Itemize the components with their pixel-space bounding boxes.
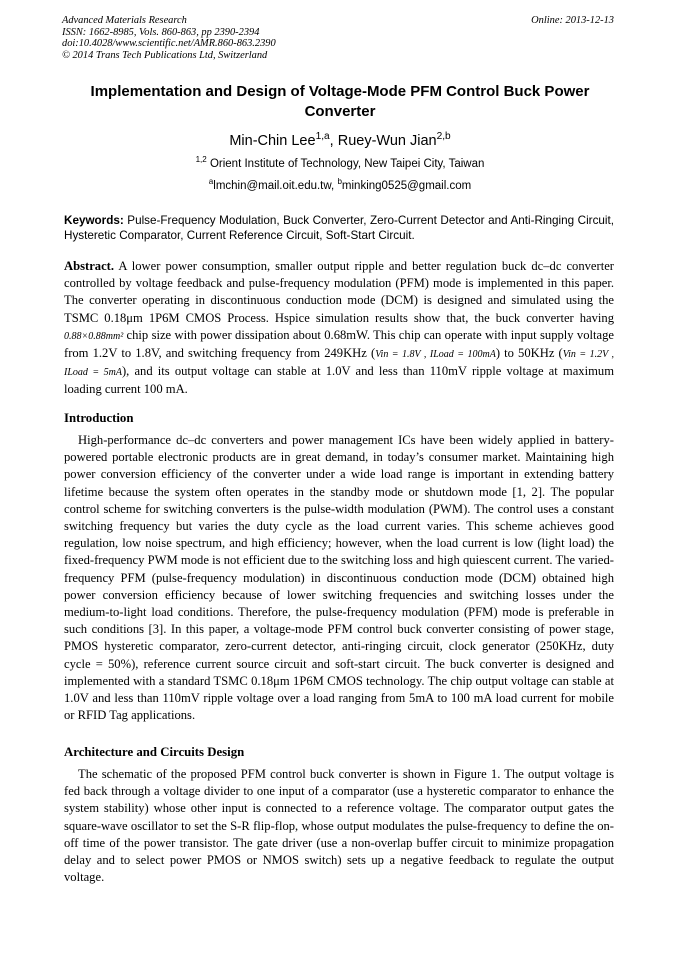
journal-header [62,15,618,61]
author-2: Ruey-Wun Jian [337,133,437,149]
affiliation-sup: 1,2 [195,155,207,165]
chip-size-formula: 0.88×0.88mm² [64,330,124,342]
introduction-text: High-performance dc–dc converters and power management ICs have been widely applied in battery-powered portable electronic products are in great demand, in today’s consumer market. Maintaining high power conversion efficiency of the converter under a wide load range is important in extending battery lifetime because the system often operates in the standby mode or shutdown mode [1, 2]. The popular control scheme for switching converters is the pulse-width modulation (PWM). The control uses a constant switching frequency but varies the duty cycle as the load current varies. This scheme achieves good regulation, low noise spectrum, and high efficiency; however, when the load current is low (light load) the fixed-frequency PWM mode is not efficient due to the switching loss and high quiescent current. The varied-frequency PFM (pulse-frequency modulation) in discontinuous conduction mode (DCM) obtained high power conversion efficiency because of lower switching frequencies and switching losses under the medium-to-light load conditions. Therefore, the pulse-frequency modulation (PFM) mode is preferable in such conditions [3]. In this paper, a voltage-mode PFM control buck converter consisting of power stage, PMOS hysteretic comparator, zero-current detector, anti-ringing circuit, clock generator (250KHz, duty cycle = 50%), reference current source circuit and soft-start circuit. The buck converter is designed and implemented with a standard TSMC 0.18μm 1P6M CMOS technology. The chip output voltage can stable at 1.0V and less than 110mV ripple voltage over a load ranging from 5mA to 100 mA load current for mobile or RFID Tag applications. [64,433,614,723]
abstract-text-3: ) to 50KHz ( [495,346,563,361]
author-2-sup: 2,b [436,131,451,143]
keywords [64,213,614,243]
keywords-label: Keywords: [64,214,124,227]
email-a: lmchin@mail.oit.edu.tw, [213,180,338,192]
author-1-sup: 1,a [315,131,330,143]
architecture-text: The schematic of the proposed PFM control buck converter is shown in Figure 1. The output voltage is fed back through a voltage divider to one input of a comparator (use a hysteretic comparator to enhance the system stability) whose other input is connected to a reference voltage. The comparator output gates the square-wave oscillator to set the S-R flip-flop, whose output modulates the pulse-frequency to define the on-off time of the power transistor. The gate driver (use a non-overlap buffer circuit to minimize propagation delay and to select power PMOS or NMOS switch) sets up a negative feedback to regulate the output voltage. [64,767,614,885]
condition-formula-1: Vin = 1.8V , ILoad = 100mA [375,349,496,361]
abstract [64,258,614,399]
affiliation-text: Orient Institute of Technology, New Taipei City, Taiwan [206,158,485,170]
online-date: Online: 2013-12-13 [531,15,614,26]
introduction-heading: Introduction [64,411,134,425]
author-sep: , [329,133,338,149]
author-1: Min-Chin Lee [229,133,316,149]
keywords-text: Pulse-Frequency Modulation, Buck Converter, Zero-Current Detector and Anti-Ringing Circuit, Hysteretic Comparator, Current Reference Circuit, Soft-Start Circuit. [64,214,614,242]
email-b-sup: b [337,177,342,187]
doi-line: doi:10.4028/www.scientific.net/AMR.860-863.2390 [62,38,276,50]
affiliation [62,157,618,171]
email-line [62,179,618,193]
email-b: minking0525@gmail.com [341,180,472,192]
journal-name: Advanced Materials Research [62,15,187,26]
abstract-text-2: chip size with power dissipation about 0.68mW. This chip can operate with input supply voltage from 1.2V to 1.8V, and switching frequency from 249KHz ( [64,327,614,361]
copyright-line: © 2014 Trans Tech Publications Ltd, Switzerland [62,49,268,61]
abstract-text-4: ), and its output voltage can stable at 1.0V and less than 110mV ripple voltage at maximum loading current 100 mA. [64,364,614,397]
architecture-heading: Architecture and Circuits Design [64,745,245,759]
abstract-label: Abstract. [64,259,115,273]
email-a-sup: a [208,177,214,187]
paper-title: Implementation and Design of Voltage-Mode PFM Control Buck Power Converter [90,83,590,120]
author-list [62,132,618,150]
issn-line: ISSN: 1662-8985, Vols. 860-863, pp 2390-2394 [62,26,260,38]
abstract-text-1: A lower power consumption, smaller output ripple and better regulation buck dc–dc converter controlled by voltage feedback and pulse-frequency modulation (PFM) mode is implemented in this paper. The converter operating in discontinuous conduction mode (DCM) is designed and simulated using the TSMC 0.18μm 1P6M CMOS Process. Hspice simulation results show that, the buck converter having [64,259,614,325]
condition-formula-2: Vin = 1.2V , ILoad = 5mA [64,349,614,379]
